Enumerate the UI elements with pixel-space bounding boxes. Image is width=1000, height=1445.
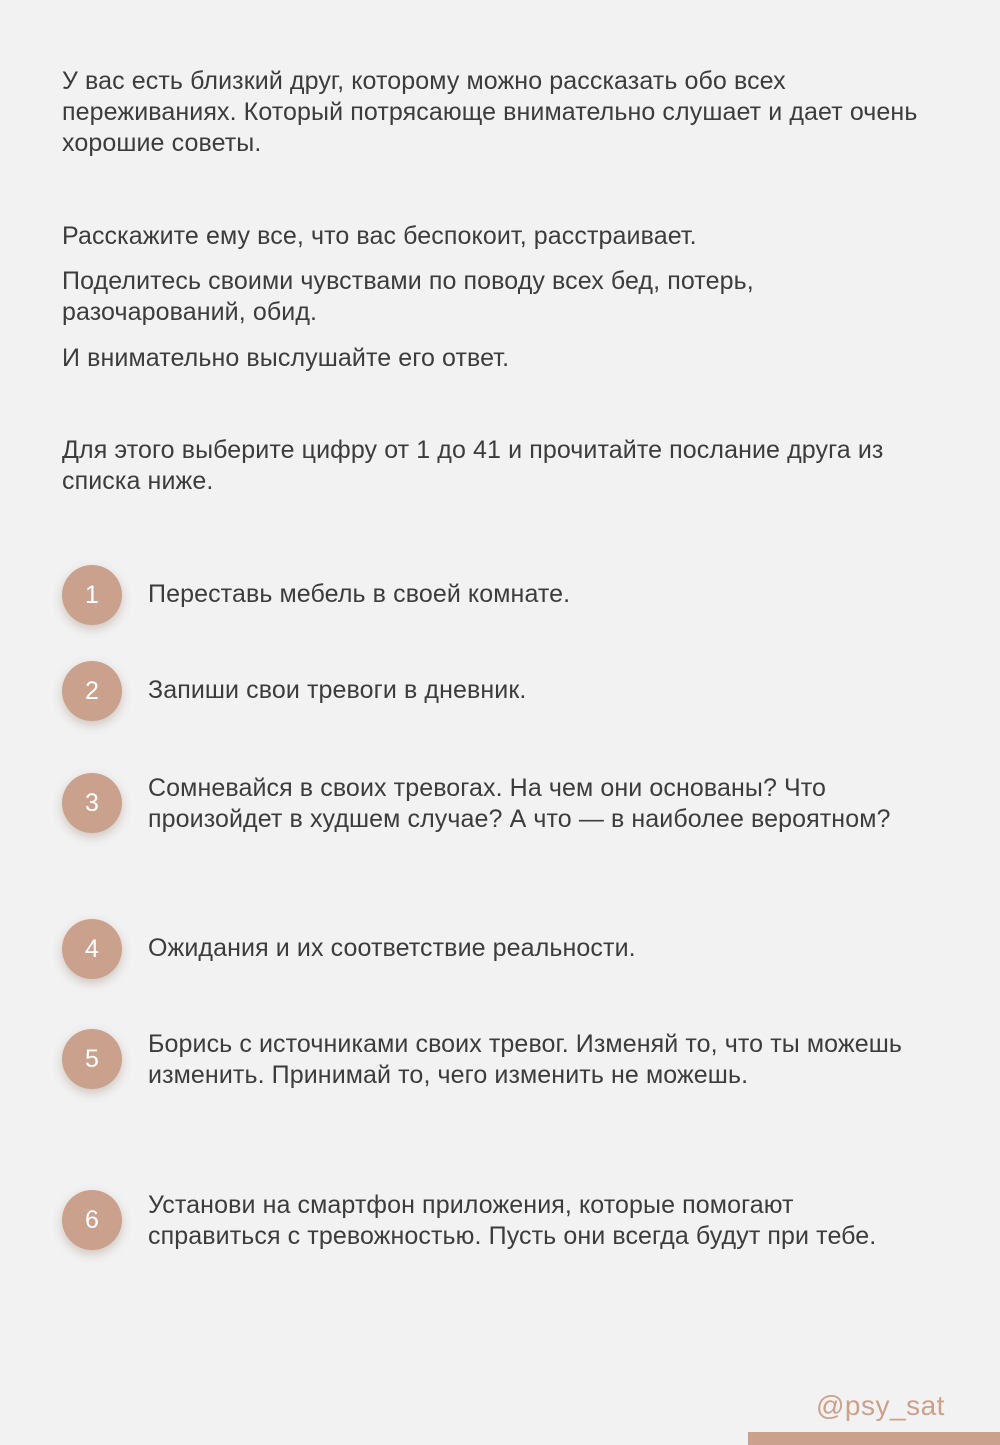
list-item-text: Переставь мебель в своей комнате.	[148, 580, 571, 608]
intro-paragraph: У вас есть близкий друг, которому можно рассказать обо всех переживаниях. Который потрясающе внимательно слушает и дает очень хорошие советы.	[62, 67, 918, 157]
list-item-text: Борись с источниками своих тревог. Изменяй то, что ты можешь изменить. Принимай то, чего изменить не можешь.	[148, 1030, 902, 1089]
list-item-text: Установи на смартфон приложения, которые помогают справиться с тревожностью. Пусть они всегда будут при тебе.	[148, 1191, 877, 1250]
number-badge: 6	[62, 1190, 122, 1250]
list-item-text: Сомневайся в своих тревогах. На чем они основаны? Что произойдет в худшем случае? А что — в наиболее вероятном?	[148, 774, 891, 833]
number-badge: 2	[62, 661, 122, 721]
list-item-text: Запиши свои тревоги в дневник.	[148, 676, 527, 704]
list-item-text: Ожидания и их соответствие реальности.	[148, 934, 636, 962]
instruction-paragraph: Для этого выберите цифру от 1 до 41 и прочитайте послание друга из списка ниже.	[62, 436, 884, 495]
number-badge: 1	[62, 565, 122, 625]
footer-accent-bar	[748, 1432, 1000, 1445]
number-badge: 3	[62, 773, 122, 833]
number-badge: 5	[62, 1029, 122, 1089]
instruction-paragraph: Поделитесь своими чувствами по поводу всех бед, потерь, разочарований, обид.	[62, 267, 754, 326]
number-badge: 4	[62, 919, 122, 979]
instruction-paragraph: И внимательно выслушайте его ответ.	[62, 344, 510, 372]
author-handle: @psy_sat	[816, 1390, 945, 1421]
instruction-paragraph: Расскажите ему все, что вас беспокоит, расстраивает.	[62, 222, 697, 250]
